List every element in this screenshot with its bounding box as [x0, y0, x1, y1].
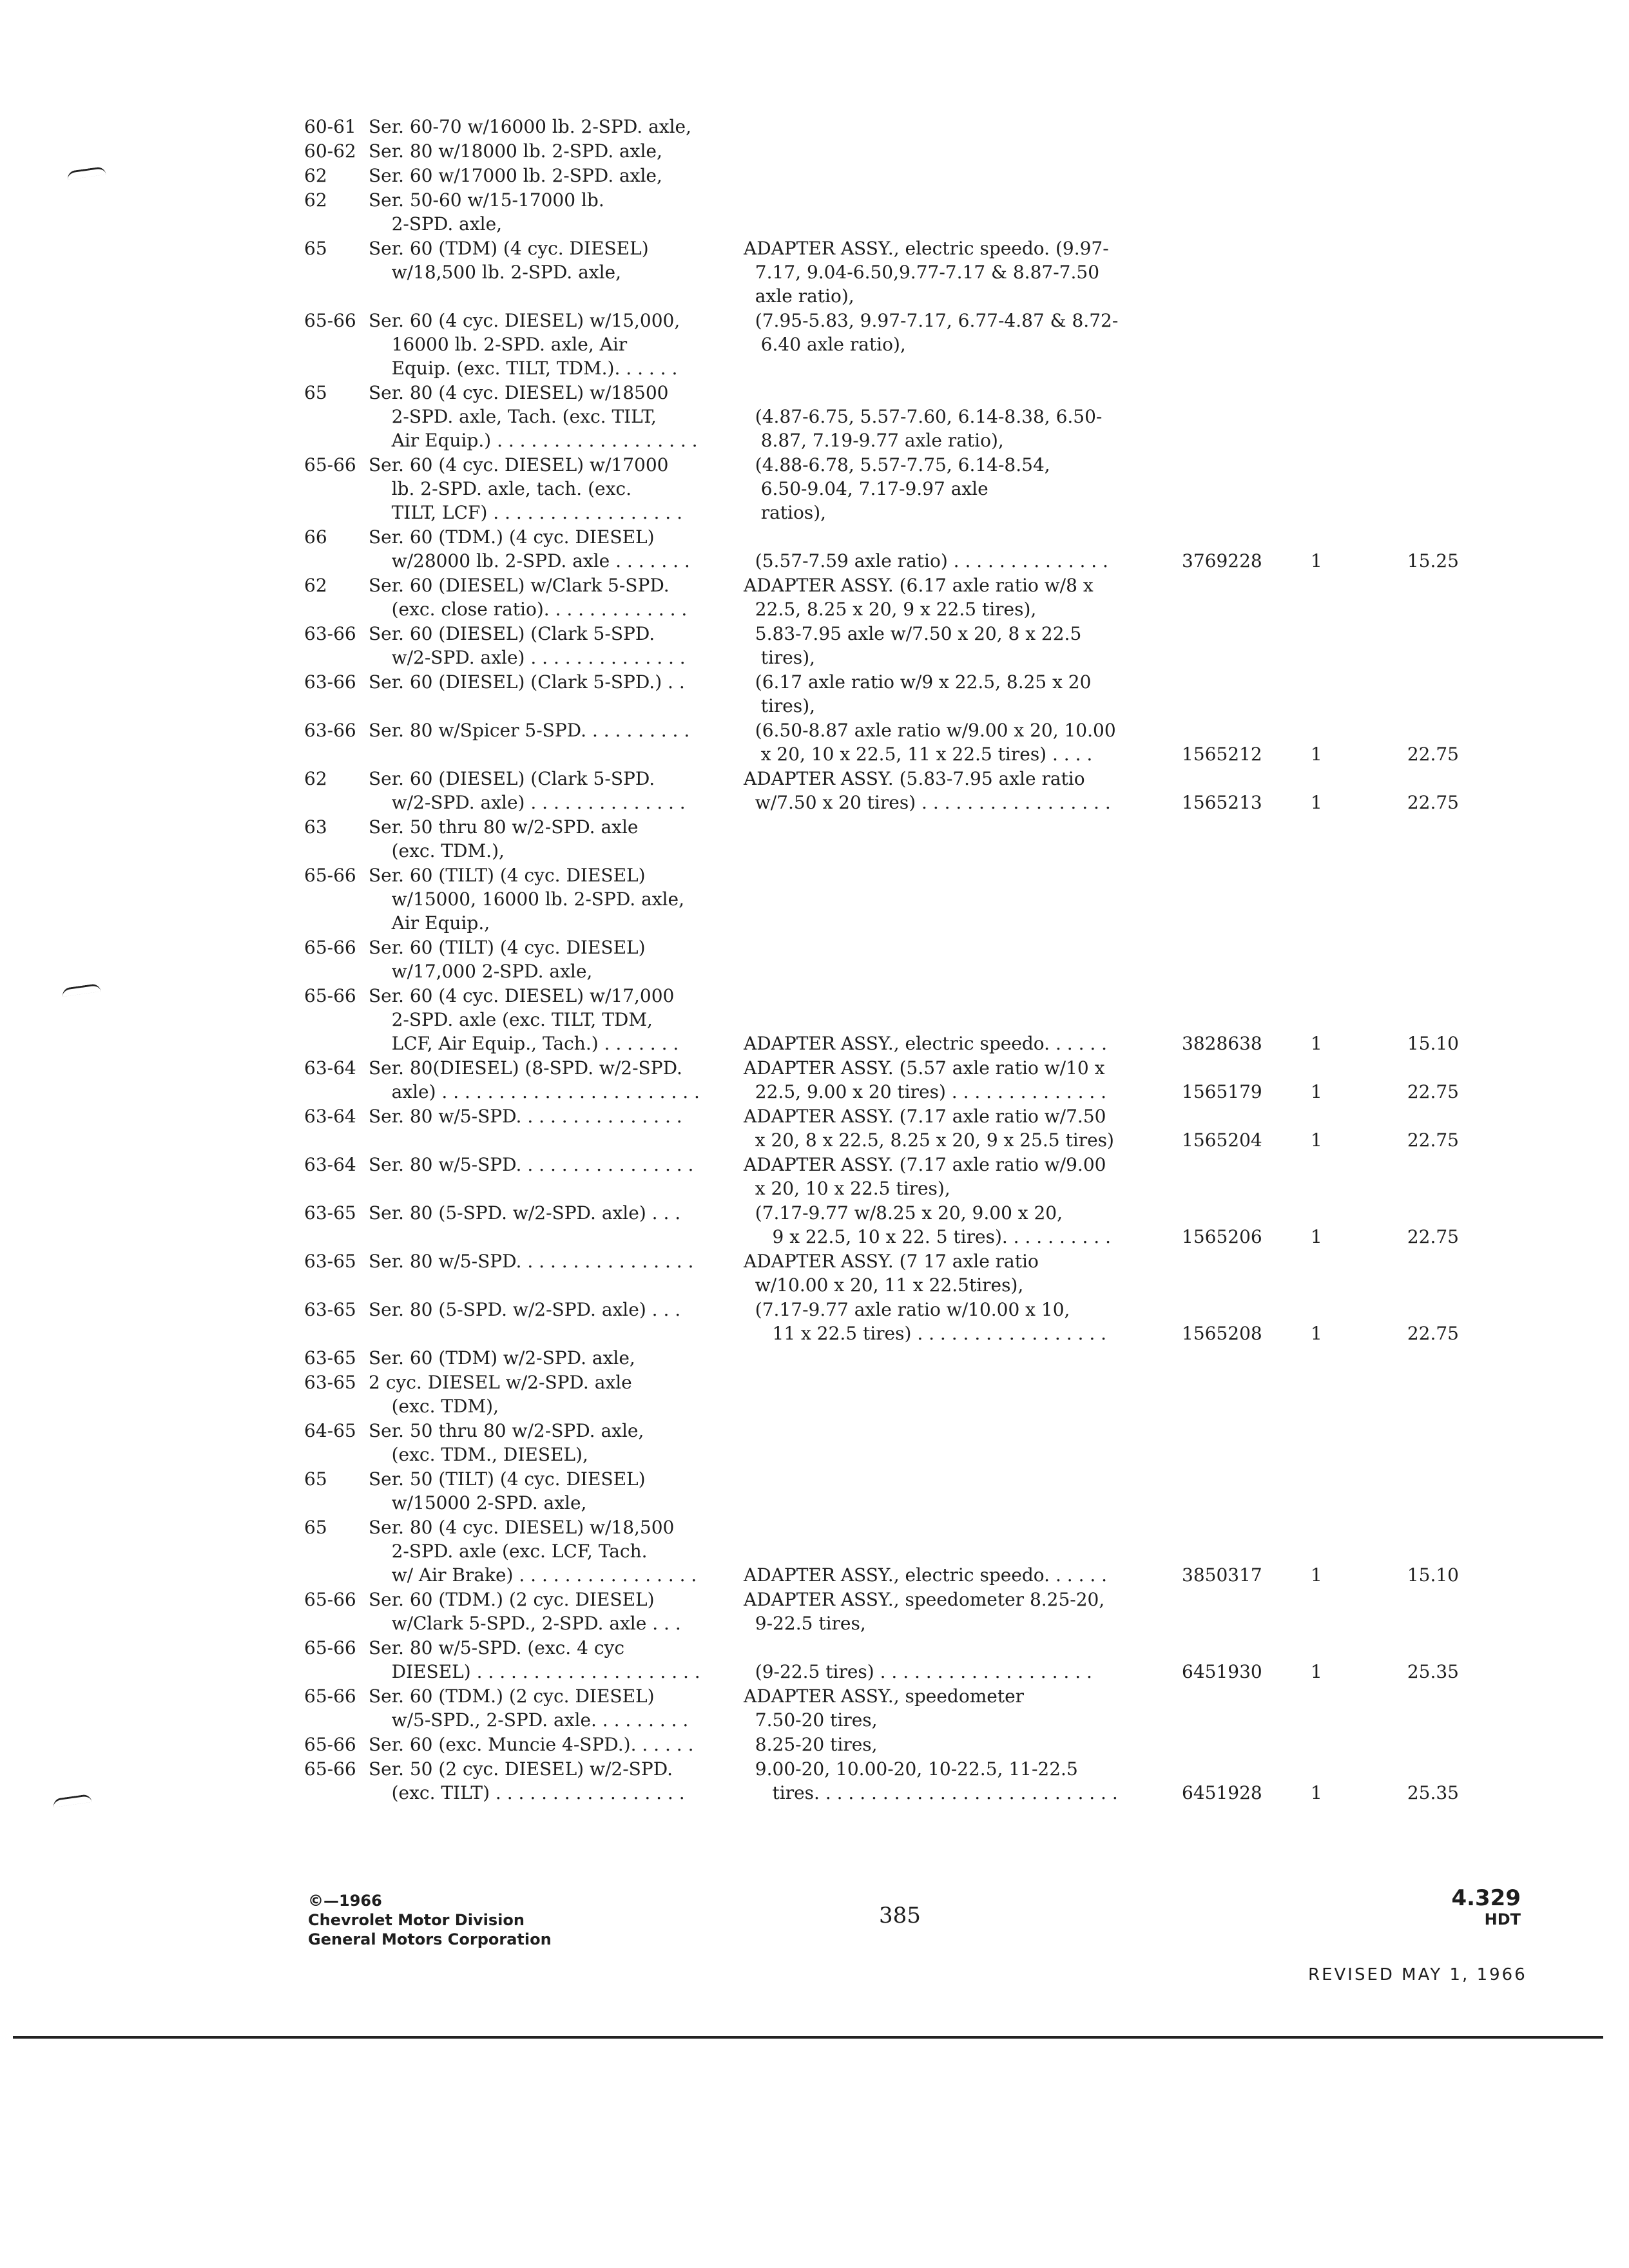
application-cell: Ser. 60 (DIESEL) (Clark 5-SPD.) . . [369, 671, 685, 693]
description-cell: 9.00-20, 10.00-20, 10-22.5, 11-22.5 tires. . . . . . . . . . . . . . . . . . . . . . . . . . . [755, 1758, 1118, 1803]
application-cell: Ser. 60 w/17000 lb. 2-SPD. axle, [369, 165, 662, 186]
application-cell: Ser. 50 thru 80 w/2-SPD. axle (exc. TDM.), [369, 816, 639, 861]
year-cell: 65-66 [304, 937, 356, 958]
table-row [304, 1588, 1459, 1636]
year-cell: 65-66 [304, 865, 356, 886]
part-number-cell [1182, 1153, 1298, 1201]
description-cell: (9-22.5 tires) . . . . . . . . . . . . . . . . . . . [755, 1661, 1092, 1682]
application-cell: Ser. 80 (5-SPD. w/2-SPD. axle) . . . [369, 1299, 681, 1320]
table-row [304, 453, 1459, 525]
part-number-cell [1182, 1684, 1298, 1733]
part-number-cell [1182, 1588, 1298, 1636]
application-cell: Ser. 60 (exc. Muncie 4-SPD.). . . . . . [369, 1734, 694, 1755]
part-number-cell [1182, 573, 1298, 622]
quantity-cell [1298, 936, 1382, 984]
part-number-cell: 3850317 [1182, 1564, 1262, 1586]
price-cell [1382, 1249, 1459, 1298]
quantity-cell [1298, 453, 1382, 525]
price-cell [1382, 1346, 1459, 1370]
description-cell [744, 815, 1182, 863]
price-cell [1382, 573, 1459, 622]
year-cell: 63-65 [304, 1299, 356, 1320]
description-cell: 5.83-7.95 axle w/7.50 x 20, 8 x 22.5 tires), [755, 623, 1082, 668]
part-number-cell: 3828638 [1182, 1033, 1262, 1054]
quantity-cell [1298, 139, 1382, 164]
description-cell: ADAPTER ASSY. (5.83-7.95 axle ratio w/7.50 x 20 tires) . . . . . . . . . . . . . . . . . [744, 768, 1111, 813]
price-cell: 22.75 [1407, 1081, 1459, 1102]
year-cell: 62 [304, 165, 327, 186]
description-cell: (6.50-8.87 axle ratio w/9.00 x 20, 10.00 x 20, 10 x 22.5, 11 x 22.5 tires) . . . . [755, 720, 1116, 765]
table-row [304, 670, 1459, 718]
part-number-cell [1182, 236, 1298, 309]
price-cell [1382, 139, 1459, 164]
table-row [304, 1733, 1459, 1757]
table-row [304, 236, 1459, 309]
binding-hole-mark [66, 166, 106, 180]
table-row [304, 1249, 1459, 1298]
description-cell: (6.17 axle ratio w/9 x 22.5, 8.25 x 20 tires), [755, 671, 1092, 716]
quantity-cell [1298, 573, 1382, 622]
application-cell: Ser. 80 w/5-SPD. . . . . . . . . . . . . . . [369, 1106, 682, 1127]
description-cell: ADAPTER ASSY., electric speedo. . . . . . [744, 1033, 1108, 1054]
section-subtitle: HDT [1484, 1910, 1521, 1928]
part-number-cell [1182, 1346, 1298, 1370]
description-cell: ADAPTER ASSY., electric speedo. . . . . . [744, 1564, 1108, 1586]
quantity-cell: 1 [1311, 1661, 1322, 1682]
description-cell [744, 863, 1182, 936]
year-cell: 63-65 [304, 1372, 356, 1393]
publisher-block [308, 1891, 552, 1949]
year-cell: 63-66 [304, 623, 356, 644]
quantity-cell [1298, 863, 1382, 936]
application-cell: Ser. 50-60 w/15-17000 lb. 2-SPD. axle, [369, 189, 604, 235]
price-cell: 25.35 [1407, 1782, 1459, 1803]
price-cell [1382, 453, 1459, 525]
application-cell: Ser. 60 (DIESEL) w/Clark 5-SPD. (exc. close ratio). . . . . . . . . . . . . [369, 575, 688, 620]
price-cell: 22.75 [1407, 1323, 1459, 1344]
year-cell: 63-64 [304, 1154, 356, 1175]
description-cell: ADAPTER ASSY., electric speedo. (9.97- 7.17, 9.04-6.50,9.77-7.17 & 8.87-7.50 axle ratio), [744, 238, 1109, 307]
application-cell: Ser. 60 (TILT) (4 cyc. DIESEL) w/17,000 2-SPD. axle, [369, 937, 646, 982]
description-cell: ADAPTER ASSY. (7 17 axle ratio w/10.00 x 20, 11 x 22.5tires), [744, 1251, 1039, 1296]
price-cell: 15.10 [1407, 1033, 1459, 1054]
quantity-cell [1298, 381, 1382, 453]
quantity-cell: 1 [1311, 1323, 1322, 1344]
price-cell [1382, 936, 1459, 984]
year-cell: 65-66 [304, 985, 356, 1006]
description-cell: (4.88-6.78, 5.57-7.75, 6.14-8.54, 6.50-9.04, 7.17-9.97 axle ratios), [755, 454, 1050, 523]
description-cell: (4.87-6.75, 5.57-7.60, 6.14-8.38, 6.50- 8.87, 7.19-9.77 axle ratio), [755, 406, 1103, 451]
quantity-cell [1298, 622, 1382, 670]
description-cell [744, 1346, 1182, 1370]
year-cell: 63 [304, 816, 327, 838]
description-cell: 8.25-20 tires, [744, 1734, 878, 1755]
table-row [304, 164, 1459, 188]
quantity-cell: 1 [1311, 792, 1322, 813]
table-row [304, 984, 1459, 1056]
application-cell: Ser. 60 (TDM.) (4 cyc. DIESEL) w/28000 lb. 2-SPD. axle . . . . . . . [369, 526, 690, 572]
description-cell: ADAPTER ASSY., speedometer 8.25-20, 9-22.5 tires, [744, 1589, 1105, 1634]
bottom-rule [13, 2036, 1603, 2039]
table-row [304, 1636, 1459, 1684]
part-number-cell [1182, 815, 1298, 863]
year-cell: 63-66 [304, 671, 356, 693]
year-cell: 63-65 [304, 1347, 356, 1369]
price-cell: 22.75 [1407, 792, 1459, 813]
price-cell [1382, 381, 1459, 453]
quantity-cell [1298, 1346, 1382, 1370]
application-cell: 2 cyc. DIESEL w/2-SPD. axle (exc. TDM), [369, 1372, 632, 1417]
quantity-cell [1298, 1370, 1382, 1419]
quantity-cell: 1 [1311, 1033, 1322, 1054]
application-cell: Ser. 60-70 w/16000 lb. 2-SPD. axle, [369, 116, 691, 137]
year-cell: 62 [304, 575, 327, 596]
table-row [304, 936, 1459, 984]
section-number-block [1418, 1887, 1521, 1929]
part-number-cell [1182, 936, 1298, 984]
page-number: 385 [879, 1903, 921, 1928]
table-row [304, 139, 1459, 164]
table-row [304, 1467, 1459, 1515]
revised-date: REVISED MAY 1, 1966 [1308, 1965, 1527, 1984]
quantity-cell [1298, 815, 1382, 863]
part-number-cell [1182, 1733, 1298, 1757]
description-cell [744, 936, 1182, 984]
corporation-line: General Motors Corporation [308, 1930, 552, 1948]
application-cell: Ser. 80 (4 cyc. DIESEL) w/18500 2-SPD. axle, Tach. (exc. TILT, Air Equip.) . . . . . . . . . . . . . . . . . . [369, 382, 698, 451]
year-cell: 64-65 [304, 1420, 356, 1441]
quantity-cell [1298, 1684, 1382, 1733]
application-cell: Ser. 60 (TDM) (4 cyc. DIESEL) w/18,500 lb. 2-SPD. axle, [369, 238, 649, 283]
part-number-cell [1182, 139, 1298, 164]
part-number-cell [1182, 381, 1298, 453]
year-cell: 65-66 [304, 310, 356, 331]
part-number-cell [1182, 670, 1298, 718]
price-cell [1382, 1419, 1459, 1467]
application-cell: Ser. 80 w/5-SPD. . . . . . . . . . . . . . . . [369, 1154, 694, 1175]
application-cell: Ser. 60 (DIESEL) (Clark 5-SPD. w/2-SPD. axle) . . . . . . . . . . . . . . [369, 623, 686, 668]
part-number-cell [1182, 309, 1298, 381]
application-cell: Ser. 50 (2 cyc. DIESEL) w/2-SPD. (exc. TILT) . . . . . . . . . . . . . . . . . [369, 1758, 685, 1803]
application-cell: Ser. 60 (4 cyc. DIESEL) w/17,000 2-SPD. axle (exc. TILT, TDM, LCF, Air Equip., Tach.) . . . . . . . [369, 985, 679, 1054]
quantity-cell [1298, 1419, 1382, 1467]
year-cell: 63-65 [304, 1202, 356, 1224]
price-cell [1382, 1153, 1459, 1201]
description-cell: ADAPTER ASSY., speedometer 7.50-20 tires, [744, 1686, 1025, 1731]
parts-table [304, 115, 1459, 1805]
price-cell [1382, 1467, 1459, 1515]
price-cell: 15.10 [1407, 1564, 1459, 1586]
section-number: 4.329 [1451, 1885, 1521, 1911]
year-cell: 62 [304, 768, 327, 789]
year-cell: 65 [304, 382, 327, 403]
table-row [304, 622, 1459, 670]
application-cell: Ser. 60 (4 cyc. DIESEL) w/15,000, 16000 lb. 2-SPD. axle, Air Equip. (exc. TILT, TDM.). . . . . . [369, 310, 680, 379]
quantity-cell: 1 [1311, 1782, 1322, 1803]
part-number-cell: 1565213 [1182, 792, 1262, 813]
year-cell: 65-66 [304, 1734, 356, 1755]
description-cell: (7.17-9.77 axle ratio w/10.00 x 10, 11 x 22.5 tires) . . . . . . . . . . . . . . . . . [755, 1299, 1107, 1344]
table-row [304, 1153, 1459, 1201]
price-cell [1382, 309, 1459, 381]
price-cell [1382, 863, 1459, 936]
quantity-cell [1298, 1467, 1382, 1515]
description-cell: (7.17-9.77 w/8.25 x 20, 9.00 x 20, 9 x 22.5, 10 x 22. 5 tires). . . . . . . . . . [755, 1202, 1111, 1247]
price-cell: 22.75 [1407, 1226, 1459, 1247]
part-number-cell: 1565204 [1182, 1129, 1262, 1151]
table-row [304, 1515, 1459, 1588]
application-cell: Ser. 80 w/5-SPD. . . . . . . . . . . . . . . . [369, 1251, 694, 1272]
description-cell: ADAPTER ASSY. (6.17 axle ratio w/8 x 22.5, 8.25 x 20, 9 x 22.5 tires), [744, 575, 1094, 620]
application-cell: Ser. 50 thru 80 w/2-SPD. axle, (exc. TDM., DIESEL), [369, 1420, 644, 1465]
table-row [304, 1370, 1459, 1419]
quantity-cell: 1 [1311, 550, 1322, 572]
application-cell: Ser. 60 (TDM) w/2-SPD. axle, [369, 1347, 635, 1369]
quantity-cell: 1 [1311, 1226, 1322, 1247]
year-cell: 65-66 [304, 1589, 356, 1610]
table-row [304, 525, 1459, 573]
year-cell: 65 [304, 238, 327, 259]
quantity-cell: 1 [1311, 1129, 1322, 1151]
price-cell [1382, 622, 1459, 670]
description-cell: ADAPTER ASSY. (7.17 axle ratio w/7.50 x 20, 8 x 22.5, 8.25 x 20, 9 x 25.5 tires) [744, 1106, 1114, 1151]
table-row [304, 573, 1459, 622]
application-cell: Ser. 80(DIESEL) (8-SPD. w/2-SPD. axle) . . . . . . . . . . . . . . . . . . . . . . . [369, 1057, 700, 1102]
description-cell: ADAPTER ASSY. (5.57 axle ratio w/10 x 22.5, 9.00 x 20 tires) . . . . . . . . . . . . . . [744, 1057, 1107, 1102]
table-row [304, 815, 1459, 863]
part-number-cell [1182, 1370, 1298, 1419]
price-cell [1382, 670, 1459, 718]
price-cell [1382, 1370, 1459, 1419]
price-cell [1382, 236, 1459, 309]
part-number-cell: 6451928 [1182, 1782, 1262, 1803]
year-cell: 63-64 [304, 1106, 356, 1127]
binding-hole-mark [52, 1794, 92, 1807]
year-cell: 63-66 [304, 720, 356, 741]
application-cell: Ser. 60 (4 cyc. DIESEL) w/17000 lb. 2-SPD. axle, tach. (exc. TILT, LCF) . . . . . . . . . . . . . . . . . [369, 454, 682, 523]
table-row [304, 381, 1459, 453]
year-cell: 65-66 [304, 1637, 356, 1658]
application-cell: Ser. 50 (TILT) (4 cyc. DIESEL) w/15000 2-SPD. axle, [369, 1468, 646, 1514]
application-cell: Ser. 60 (DIESEL) (Clark 5-SPD. w/2-SPD. axle) . . . . . . . . . . . . . . [369, 768, 686, 813]
description-cell: ADAPTER ASSY. (7.17 axle ratio w/9.00 x 20, 10 x 22.5 tires), [744, 1154, 1106, 1199]
application-cell: Ser. 80 w/18000 lb. 2-SPD. axle, [369, 140, 662, 162]
price-cell [1382, 1684, 1459, 1733]
year-cell: 65-66 [304, 454, 356, 476]
year-cell: 60-61 [304, 116, 356, 137]
quantity-cell: 1 [1311, 1081, 1322, 1102]
application-cell: Ser. 80 w/5-SPD. (exc. 4 cyc DIESEL) . . . . . . . . . . . . . . . . . . . . [369, 1637, 700, 1682]
application-cell: Ser. 80 (4 cyc. DIESEL) w/18,500 2-SPD. axle (exc. LCF, Tach. w/ Air Brake) . . . . . . . . . . . . . . . . [369, 1517, 697, 1586]
table-row [304, 188, 1459, 236]
price-cell: 22.75 [1407, 744, 1459, 765]
division-line: Chevrolet Motor Division [308, 1911, 525, 1929]
description-cell [744, 1467, 1182, 1515]
quantity-cell: 1 [1311, 744, 1322, 765]
year-cell: 63-65 [304, 1251, 356, 1272]
year-cell: 62 [304, 189, 327, 211]
application-cell: Ser. 60 (TILT) (4 cyc. DIESEL) w/15000, 16000 lb. 2-SPD. axle, Air Equip., [369, 865, 684, 934]
year-cell: 65 [304, 1517, 327, 1538]
description-cell: (7.95-5.83, 9.97-7.17, 6.77-4.87 & 8.72- 6.40 axle ratio), [755, 310, 1119, 355]
table-row [304, 718, 1459, 767]
year-cell: 66 [304, 526, 327, 548]
part-number-cell [1182, 863, 1298, 936]
part-number-cell: 1565179 [1182, 1081, 1262, 1102]
price-cell: 15.25 [1407, 550, 1459, 572]
price-cell: 22.75 [1407, 1129, 1459, 1151]
part-number-cell: 1565208 [1182, 1323, 1262, 1344]
year-cell: 60-62 [304, 140, 356, 162]
part-number-cell [1182, 1467, 1298, 1515]
parts-table-body [304, 115, 1459, 1805]
quantity-cell: 1 [1311, 1564, 1322, 1586]
description-cell [744, 1370, 1182, 1419]
copyright-line: ©—1966 [308, 1892, 382, 1910]
quantity-cell [1298, 164, 1382, 188]
quantity-cell [1298, 236, 1382, 309]
table-row [304, 767, 1459, 815]
price-cell [1382, 815, 1459, 863]
price-cell [1382, 164, 1459, 188]
part-number-cell [1182, 453, 1298, 525]
part-number-cell [1182, 1249, 1298, 1298]
price-cell [1382, 188, 1459, 236]
part-number-cell [1182, 1419, 1298, 1467]
year-cell: 63-64 [304, 1057, 356, 1079]
part-number-cell [1182, 622, 1298, 670]
description-cell: (5.57-7.59 axle ratio) . . . . . . . . . . . . . . [755, 550, 1108, 572]
year-cell: 65-66 [304, 1758, 356, 1780]
application-cell: Ser. 60 (TDM.) (2 cyc. DIESEL) w/5-SPD., 2-SPD. axle. . . . . . . . . [369, 1686, 689, 1731]
part-number-cell [1182, 164, 1298, 188]
table-row [304, 1056, 1459, 1104]
price-cell [1382, 1733, 1459, 1757]
table-row [304, 309, 1459, 381]
part-number-cell [1182, 115, 1298, 139]
quantity-cell [1298, 1153, 1382, 1201]
description-cell [744, 139, 1182, 164]
quantity-cell [1298, 188, 1382, 236]
quantity-cell [1298, 115, 1382, 139]
table-row [304, 1298, 1459, 1346]
year-cell: 65 [304, 1468, 327, 1490]
quantity-cell [1298, 1588, 1382, 1636]
table-row [304, 1419, 1459, 1467]
price-cell [1382, 1588, 1459, 1636]
table-row [304, 1757, 1459, 1805]
table-row [304, 1104, 1459, 1153]
table-row [304, 1684, 1459, 1733]
price-cell [1382, 115, 1459, 139]
table-row [304, 115, 1459, 139]
year-cell: 65-66 [304, 1686, 356, 1707]
part-number-cell: 1565206 [1182, 1226, 1262, 1247]
application-cell: Ser. 80 w/Spicer 5-SPD. . . . . . . . . . [369, 720, 690, 741]
part-number-cell: 1565212 [1182, 744, 1262, 765]
description-cell [744, 115, 1182, 139]
quantity-cell [1298, 1733, 1382, 1757]
description-cell [744, 1419, 1182, 1467]
description-cell [744, 188, 1182, 236]
quantity-cell [1298, 670, 1382, 718]
table-row [304, 863, 1459, 936]
application-cell: Ser. 60 (TDM.) (2 cyc. DIESEL) w/Clark 5-SPD., 2-SPD. axle . . . [369, 1589, 681, 1634]
table-row [304, 1346, 1459, 1370]
application-cell: Ser. 80 (5-SPD. w/2-SPD. axle) . . . [369, 1202, 681, 1224]
table-row [304, 1201, 1459, 1249]
price-cell: 25.35 [1407, 1661, 1459, 1682]
quantity-cell [1298, 309, 1382, 381]
part-number-cell: 3769228 [1182, 550, 1262, 572]
description-cell [744, 164, 1182, 188]
binding-hole-mark [61, 983, 101, 997]
part-number-cell [1182, 188, 1298, 236]
part-number-cell: 6451930 [1182, 1661, 1262, 1682]
quantity-cell [1298, 1249, 1382, 1298]
